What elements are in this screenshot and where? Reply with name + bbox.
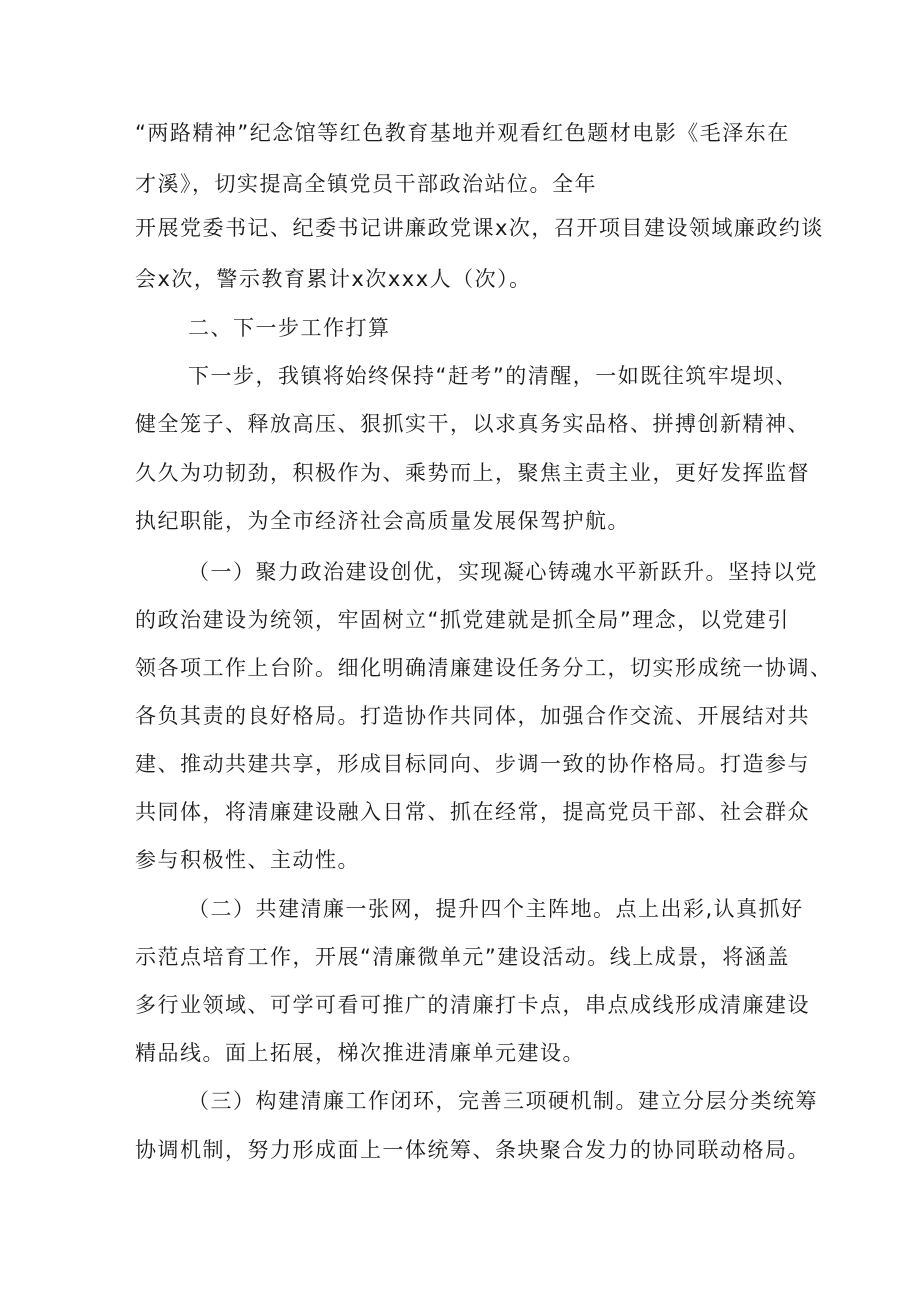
text-line: 的政治建设为统领，牢固树立“抓党建就是抓全局”理念，以党建引 (135, 608, 790, 632)
text-line: 领各项工作上台阶。细化明确清廉建设任务分工，切实形成统一协调、 (135, 656, 833, 680)
text-line: 共同体，将清廉建设融入日常、抓在经常，提高党员干部、社会群众 (135, 800, 810, 824)
text-line: 会x次，警示教育累计x次xxx人（次）。 (135, 267, 532, 291)
text-line: 健全笼子、释放高压、狠抓实干，以求真务实品格、拼搏创新精神、 (135, 412, 810, 436)
text-line: 执纪职能，为全市经济社会高质量发展保驾护航。 (135, 509, 630, 533)
text-line: 各负其责的良好格局。打造协作共同体，加强合作交流、开展结对共 (135, 704, 810, 728)
paragraph-first-line: （一）聚力政治建设创优，实现凝心铸魂水平新跃升。坚持以党 (188, 560, 818, 584)
text-line: 协调机制，努力形成面上一体统筹、条块聚合发力的协同联动格局。 (135, 1138, 810, 1162)
text-line: “两路精神”纪念馆等红色教育基地并观看红色题材电影《毛泽东在 (135, 121, 790, 145)
text-line: 开展党委书记、纪委书记讲廉政党课x次，召开项目建设领域廉政约谈 (135, 216, 824, 240)
section-heading: 二、下一步工作打算 (188, 316, 391, 340)
paragraph-first-line: （三）构建清廉工作闭环，完善三项硬机制。建立分层分类统筹 (188, 1089, 818, 1113)
text-line: 参与积极性、主动性。 (135, 848, 360, 872)
paragraph-first-line: （二）共建清廉一张网，提升四个主阵地。点上出彩,认真抓好 (188, 897, 804, 921)
text-line: 才溪》，切实提高全镇党员干部政治站位。全年 (135, 172, 597, 196)
paragraph-first-line: 下一步，我镇将始终保持“赶考”的清醒，一如既往筑牢堤坝、 (188, 364, 798, 388)
text-line: 久久为功韧劲，积极作为、乘势而上，聚焦主责主业，更好发挥监督 (135, 461, 810, 485)
text-line: 精品线。面上拓展，梯次推进清廉单元建设。 (135, 1041, 585, 1065)
text-line: 建、推动共建共享，形成目标同向、步调一致的协作格局。打造参与 (135, 752, 810, 776)
text-line: 多行业领域、可学可看可推广的清廉打卡点，串点成线形成清廉建设 (135, 993, 810, 1017)
text-line: 示范点培育工作，开展“清廉微单元”建设活动。线上成景，将涵盖 (135, 945, 790, 969)
